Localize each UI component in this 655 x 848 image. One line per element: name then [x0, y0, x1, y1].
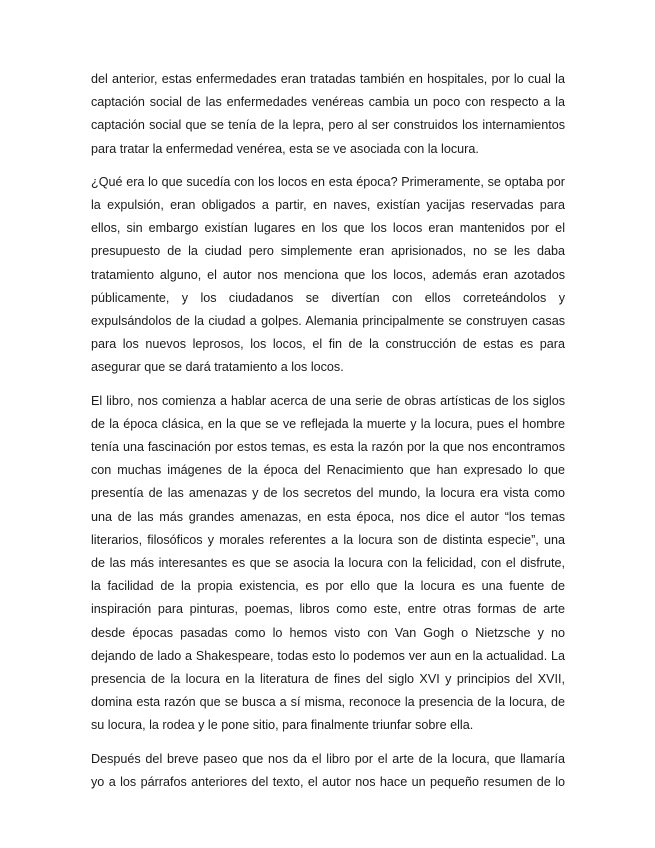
text-line: su locura, la rodea y le pone sitio, para finalmente triunfar sobre ella.	[91, 718, 474, 733]
text-line: ¿Qué era lo que sucedía con los locos en esta época? Primeramente, se optaba por	[91, 174, 565, 189]
text-line: literarios, filosóficos y morales referentes a la locura son de distinta especie”, una	[91, 532, 565, 547]
paragraph-4	[91, 748, 565, 794]
text-line: ellos, sin embargo existían lugares en los que los locos eran mantenidos por el	[91, 221, 565, 236]
paragraph-3	[91, 390, 565, 738]
text-line: de la época clásica, en la que se ve reflejada la muerte y la locura, pues el hombre	[91, 416, 565, 431]
text-line: asegurar que se dará tratamiento a los locos.	[91, 360, 344, 375]
document-body	[91, 68, 565, 804]
paragraph-1	[91, 68, 565, 161]
text-line: para tratar la enfermedad venérea, esta se ve asociada con la locura.	[91, 141, 479, 156]
text-line: una de las más grandes amenazas, en esta época, nos dice el autor “los temas	[91, 509, 565, 524]
text-line: públicamente, y los ciudadanos se divertían con ellos correteándolos y	[91, 290, 565, 305]
text-line: Después del breve paseo que nos da el libro por el arte de la locura, que llamaría	[91, 751, 565, 766]
text-line: la facilidad de la propia existencia, es por ello que la locura es una fuente de	[91, 579, 565, 594]
paragraph-2	[91, 171, 565, 380]
text-line: captación social que se tenía de la lepra, pero al ser construidos los internamientos	[91, 118, 565, 133]
text-line: yo a los párrafos anteriores del texto, el autor nos hace un pequeño resumen de lo	[91, 774, 565, 789]
text-line: con muchas imágenes de la época del Renacimiento que han expresado lo que	[91, 463, 565, 478]
text-line: de las más interesantes es que se asocia la locura con la felicidad, con el disfrute,	[91, 556, 565, 571]
text-line: dejando de lado a Shakespeare, todas esto lo podemos ver aun en la actualidad. La	[91, 648, 565, 663]
text-line: inspiración para pinturas, poemas, libros como este, entre otras formas de arte	[91, 602, 565, 617]
text-line: captación social de las enfermedades venéreas cambia un poco con respecto a la	[91, 95, 565, 110]
text-line: presencia de la locura en la literatura de fines del siglo XVI y principios del XVII,	[91, 672, 565, 687]
text-line: El libro, nos comienza a hablar acerca de una serie de obras artísticas de los siglos	[91, 393, 565, 408]
text-line: expulsándolos de la ciudad a golpes. Alemania principalmente se construyen casas	[91, 314, 565, 329]
text-line: presupuesto de la ciudad pero simplemente eran aprisionados, no se les daba	[91, 244, 565, 259]
text-line: tenía una fascinación por estos temas, es esta la razón por la que nos encontramos	[91, 440, 565, 455]
text-line: del anterior, estas enfermedades eran tratadas también en hospitales, por lo cual la	[91, 72, 565, 86]
text-line: la expulsión, eran obligados a partir, en naves, existían yacijas reservadas para	[91, 198, 565, 213]
text-line: desde épocas pasadas como lo hemos visto con Van Gogh o Nietzsche y no	[91, 625, 565, 640]
text-line: presentía de las amenazas y de los secretos del mundo, la locura era vista como	[91, 486, 565, 501]
text-line: domina esta razón que se busca a sí misma, reconoce la presencia de la locura, de	[91, 695, 565, 710]
text-line: para los nuevos leprosos, los locos, el fin de la construcción de estas es para	[91, 337, 565, 352]
text-line: tratamiento alguno, el autor nos menciona que los locos, además eran azotados	[91, 267, 565, 282]
